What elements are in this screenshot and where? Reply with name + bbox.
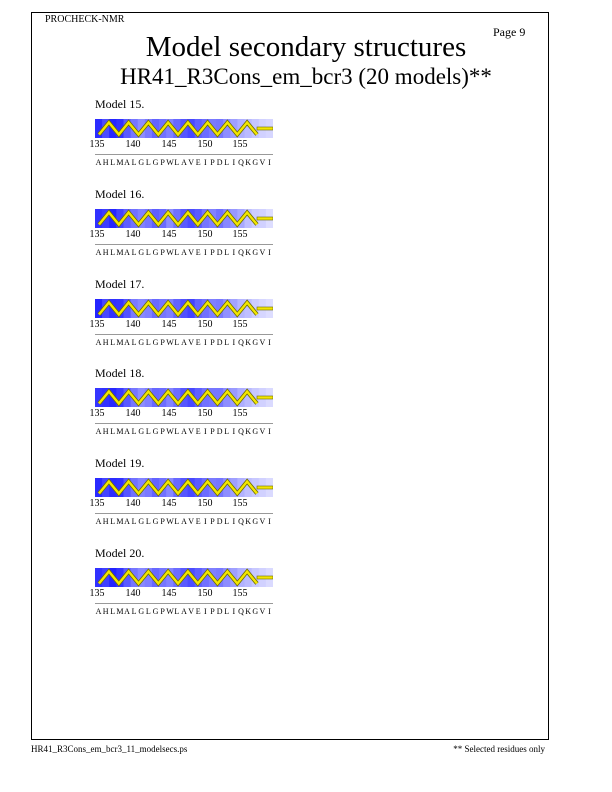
residue-letter: L [145, 338, 151, 347]
residue-number: 150 [197, 498, 213, 509]
residue-letter: D [216, 517, 223, 526]
residue-letter: L [131, 248, 137, 257]
residue-letter: W [166, 607, 174, 616]
residue-letter: E [195, 338, 201, 347]
residue-letter: G [138, 427, 145, 436]
residue-letter: G [152, 517, 159, 526]
residue-letter: L [145, 158, 151, 167]
model-label: Model 18. [95, 366, 145, 380]
residue-number-axis [0, 139, 612, 151]
footer-note: ** Selected residues only [453, 744, 545, 754]
residue-number: 135 [89, 139, 105, 150]
residue-letter: I [268, 427, 271, 436]
residue-letter: G [138, 607, 145, 616]
residue-letter: L [110, 158, 116, 167]
residue-number: 155 [232, 408, 248, 419]
sequence-rule [95, 334, 273, 335]
residue-letter: P [160, 158, 165, 167]
residue-letter: Q [238, 158, 244, 167]
residue-number: 155 [232, 588, 248, 599]
model-label: Model 15. [95, 97, 145, 111]
sequence-rule [95, 603, 273, 604]
coil-tail [257, 396, 273, 399]
model-block [0, 366, 612, 446]
residue-letter: Q [238, 338, 244, 347]
model-label: Model 17. [95, 277, 145, 291]
residue-letter: L [174, 158, 180, 167]
secondary-structure-strip [95, 119, 273, 138]
residue-letter: K [245, 517, 252, 526]
residue-letter: A [124, 517, 130, 526]
residue-letter: I [232, 427, 236, 436]
residue-letter: P [210, 338, 215, 347]
model-label: Model 16. [95, 187, 145, 201]
residue-letter: V [259, 607, 266, 616]
residue-letter: L [131, 607, 137, 616]
residue-letter: W [166, 427, 174, 436]
residue-letter: G [152, 427, 159, 436]
model-block [0, 97, 612, 177]
residue-number-axis [0, 588, 612, 600]
residue-letter: G [138, 248, 145, 257]
residue-number: 145 [161, 229, 177, 240]
residue-letter: G [252, 427, 259, 436]
residue-letter: L [174, 427, 180, 436]
residue-letter: P [160, 427, 165, 436]
residue-number: 145 [161, 588, 177, 599]
residue-letter: W [166, 517, 174, 526]
residue-number-axis [0, 319, 612, 331]
residue-number: 140 [125, 229, 141, 240]
residue-letter: L [174, 248, 180, 257]
model-block [0, 187, 612, 267]
residue-letter: P [160, 248, 165, 257]
residue-number-axis [0, 408, 612, 420]
residue-letter: V [188, 607, 195, 616]
residue-letter: I [204, 248, 207, 257]
residue-letter: M [116, 338, 124, 347]
residue-letter: H [102, 517, 109, 526]
residue-letter: A [124, 338, 130, 347]
residue-letter: E [195, 158, 201, 167]
residue-letter: G [138, 517, 145, 526]
residue-letter: I [204, 517, 207, 526]
residue-letter: I [232, 517, 236, 526]
residue-number: 145 [161, 319, 177, 330]
residue-number: 150 [197, 139, 213, 150]
residue-letter: G [152, 158, 159, 167]
residue-number: 140 [125, 498, 141, 509]
residue-number-axis [0, 229, 612, 241]
residue-letter: Q [238, 248, 244, 257]
residue-number: 150 [197, 408, 213, 419]
residue-number: 155 [232, 139, 248, 150]
residue-letter: P [160, 607, 165, 616]
residue-letter: L [110, 517, 116, 526]
residue-letter: G [252, 248, 259, 257]
residue-letter: P [210, 517, 215, 526]
residue-letter: P [160, 338, 165, 347]
secondary-structure-strip [95, 478, 273, 497]
residue-letter: E [195, 517, 201, 526]
sequence-row [95, 248, 273, 258]
residue-letter: A [124, 248, 130, 257]
residue-letter: P [210, 158, 215, 167]
residue-letter: G [138, 158, 145, 167]
residue-letter: L [174, 607, 180, 616]
residue-number-axis [0, 498, 612, 510]
residue-number: 135 [89, 319, 105, 330]
residue-letter: V [259, 517, 266, 526]
residue-letter: V [259, 338, 266, 347]
residue-letter: V [259, 158, 266, 167]
coil-tail [257, 307, 273, 310]
residue-letter: H [102, 427, 109, 436]
footer-filename: HR41_R3Cons_em_bcr3_11_modelsecs.ps [31, 744, 188, 754]
residue-letter: Q [238, 607, 244, 616]
residue-letter: H [102, 338, 109, 347]
page-number: Page 9 [493, 25, 526, 39]
residue-letter: I [204, 158, 207, 167]
residue-letter: L [110, 427, 116, 436]
residue-letter: P [210, 427, 215, 436]
sequence-rule [95, 154, 273, 155]
residue-letter: V [259, 427, 266, 436]
residue-letter: M [116, 158, 124, 167]
residue-letter: L [131, 158, 137, 167]
residue-number: 145 [161, 408, 177, 419]
page-subtitle: HR41_R3Cons_em_bcr3 (20 models)** [120, 64, 492, 89]
residue-letter: L [131, 338, 137, 347]
residue-letter: G [152, 338, 159, 347]
residue-number: 145 [161, 498, 177, 509]
residue-number: 140 [125, 319, 141, 330]
residue-letter: I [204, 427, 207, 436]
residue-letter: K [245, 607, 252, 616]
residue-letter: I [232, 248, 236, 257]
secondary-structure-strip [95, 388, 273, 407]
sequence-row [95, 607, 273, 617]
residue-letter: L [145, 427, 151, 436]
residue-number: 135 [89, 408, 105, 419]
residue-letter: D [216, 607, 223, 616]
residue-letter: A [181, 427, 187, 436]
residue-number: 140 [125, 408, 141, 419]
residue-number: 155 [232, 229, 248, 240]
residue-letter: P [210, 607, 215, 616]
residue-letter: M [116, 427, 124, 436]
residue-letter: I [204, 607, 207, 616]
residue-letter: H [102, 607, 109, 616]
residue-letter: A [95, 517, 102, 526]
residue-letter: G [252, 517, 259, 526]
residue-letter: L [224, 427, 230, 436]
residue-letter: I [232, 607, 236, 616]
residue-letter: V [188, 248, 195, 257]
residue-letter: L [110, 338, 116, 347]
residue-letter: H [102, 158, 109, 167]
residue-letter: E [195, 248, 201, 257]
residue-letter: L [224, 248, 230, 257]
residue-letter: V [259, 248, 266, 257]
residue-letter: K [245, 248, 252, 257]
residue-letter: P [210, 248, 215, 257]
coil-tail [257, 486, 273, 489]
residue-letter: G [252, 158, 259, 167]
residue-number: 150 [197, 319, 213, 330]
residue-letter: Q [238, 517, 244, 526]
residue-number: 135 [89, 498, 105, 509]
coil-tail [257, 576, 273, 579]
residue-letter: W [166, 338, 174, 347]
residue-letter: L [110, 607, 116, 616]
residue-letter: D [216, 338, 223, 347]
residue-letter: A [181, 517, 187, 526]
residue-letter: G [138, 338, 145, 347]
secondary-structure-strip [95, 568, 273, 587]
residue-letter: A [95, 427, 102, 436]
residue-letter: V [188, 158, 195, 167]
residue-letter: A [95, 607, 102, 616]
residue-letter: E [195, 427, 201, 436]
residue-letter: L [131, 517, 137, 526]
residue-letter: W [166, 158, 174, 167]
residue-letter: K [245, 427, 252, 436]
residue-letter: A [181, 248, 187, 257]
residue-letter: L [145, 517, 151, 526]
residue-letter: D [216, 248, 223, 257]
residue-letter: A [124, 607, 130, 616]
residue-letter: D [216, 158, 223, 167]
residue-letter: I [268, 158, 271, 167]
coil-tail [257, 127, 273, 130]
model-label: Model 20. [95, 546, 145, 560]
residue-number: 140 [125, 588, 141, 599]
residue-letter: L [145, 607, 151, 616]
residue-letter: G [152, 607, 159, 616]
residue-letter: Q [238, 427, 244, 436]
residue-letter: K [245, 338, 252, 347]
sequence-rule [95, 244, 273, 245]
residue-letter: I [268, 607, 271, 616]
residue-letter: E [195, 607, 201, 616]
residue-letter: A [95, 158, 102, 167]
residue-letter: A [181, 158, 187, 167]
residue-letter: I [268, 248, 271, 257]
residue-number: 145 [161, 139, 177, 150]
model-block [0, 277, 612, 357]
residue-letter: A [95, 248, 102, 257]
residue-letter: L [131, 427, 137, 436]
residue-letter: V [188, 338, 195, 347]
residue-number: 150 [197, 229, 213, 240]
residue-letter: A [181, 607, 187, 616]
residue-letter: H [102, 248, 109, 257]
residue-letter: L [224, 517, 230, 526]
model-block [0, 546, 612, 626]
residue-letter: A [124, 158, 130, 167]
residue-number: 155 [232, 319, 248, 330]
residue-letter: D [216, 427, 223, 436]
sequence-row [95, 158, 273, 168]
residue-letter: G [152, 248, 159, 257]
residue-letter: L [174, 517, 180, 526]
residue-letter: L [224, 158, 230, 167]
residue-letter: I [232, 338, 236, 347]
sequence-row [95, 517, 273, 527]
coil-tail [257, 217, 273, 220]
residue-number: 150 [197, 588, 213, 599]
residue-letter: M [116, 517, 124, 526]
program-name: PROCHECK-NMR [45, 14, 125, 25]
model-block [0, 456, 612, 536]
model-label: Model 19. [95, 456, 145, 470]
residue-letter: L [110, 248, 116, 257]
residue-letter: V [188, 517, 195, 526]
sequence-row [95, 338, 273, 348]
page-title: Model secondary structures [145, 31, 467, 63]
residue-letter: I [268, 517, 271, 526]
residue-letter: A [95, 338, 102, 347]
residue-number: 140 [125, 139, 141, 150]
residue-letter: L [174, 338, 180, 347]
sequence-row [95, 427, 273, 437]
residue-letter: M [116, 248, 124, 257]
residue-letter: L [145, 248, 151, 257]
residue-letter: I [204, 338, 207, 347]
secondary-structure-strip [95, 299, 273, 318]
residue-letter: A [181, 338, 187, 347]
residue-letter: P [160, 517, 165, 526]
residue-letter: A [124, 427, 130, 436]
residue-number: 155 [232, 498, 248, 509]
residue-letter: G [252, 338, 259, 347]
residue-letter: K [245, 158, 252, 167]
residue-letter: I [232, 158, 236, 167]
residue-letter: I [268, 338, 271, 347]
residue-letter: V [188, 427, 195, 436]
residue-number: 135 [89, 588, 105, 599]
residue-letter: G [252, 607, 259, 616]
residue-letter: W [166, 248, 174, 257]
secondary-structure-strip [95, 209, 273, 228]
sequence-rule [95, 423, 273, 424]
residue-letter: M [116, 607, 124, 616]
residue-number: 135 [89, 229, 105, 240]
residue-letter: L [224, 338, 230, 347]
residue-letter: L [224, 607, 230, 616]
sequence-rule [95, 513, 273, 514]
